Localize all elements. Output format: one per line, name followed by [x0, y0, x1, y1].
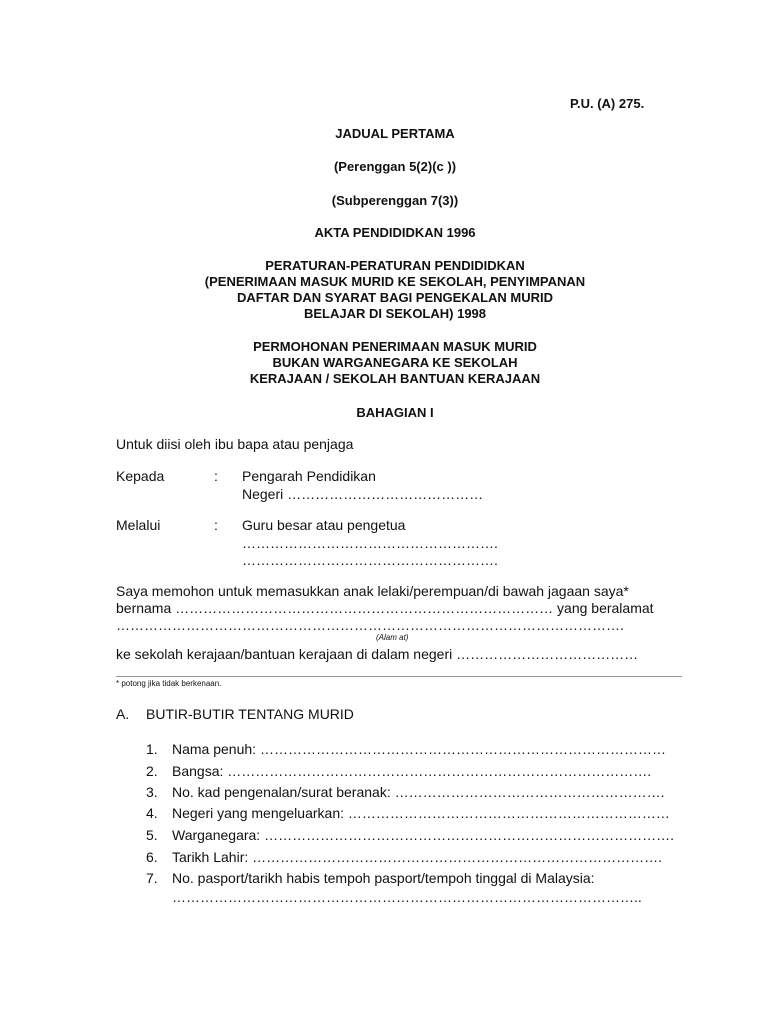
item-tarikh-lahir: Tarikh Lahir: ……………………………………………………………………………. [172, 849, 663, 865]
instruction-text: Untuk diisi oleh ibu bapa atau penjaga [116, 436, 354, 452]
section-a-title: BUTIR-BUTIR TENTANG MURID [146, 706, 354, 722]
item-pasport: No. pasport/tarikh habis tempoh pasport/tempoh tinggal di Malaysia: [172, 870, 595, 886]
part-title: BAHAGIAN I [356, 405, 434, 420]
footnote: * potong jika tidak berkenaan. [116, 679, 222, 688]
item-nama-penuh: Nama penuh: …………………………………………………………………………… [172, 741, 666, 757]
schedule-title: JADUAL PERTAMA [335, 126, 455, 141]
melalui-line-2: ………………………………………………. [242, 535, 498, 551]
footnote-separator [116, 676, 682, 677]
item-number: 1. [146, 741, 158, 757]
regulations-title-line-4: BELAJAR DI SEKOLAH) 1998 [303, 306, 487, 321]
declaration-line-4: ke sekolah kerajaan/bantuan kerajaan di dalam negeri ………………………………… [116, 646, 639, 662]
application-title-line-3: KERAJAAN / SEKOLAH BANTUAN KERAJAAN [249, 371, 541, 386]
kepada-line-2: Negeri …………………………………… [242, 486, 484, 502]
declaration-line-2: bernama ……………………………………………………………………… yang beralamat [116, 600, 654, 616]
kepada-line-1: Pengarah Pendidikan [242, 468, 376, 484]
melalui-colon: : [214, 517, 218, 533]
subparagraph-reference: (Subperenggan 7(3)) [331, 193, 459, 208]
item-number: 3. [146, 784, 158, 800]
item-bangsa: Bangsa: ………………………………………………………………………………. [172, 763, 652, 779]
paragraph-reference: (Perenggan 5(2)(c )) [333, 159, 457, 174]
melalui-label: Melalui [116, 517, 161, 533]
application-title-line-1: PERMOHONAN PENERIMAAN MASUK MURID [253, 339, 537, 354]
item-number: 5. [146, 827, 158, 843]
item-number: 7. [146, 870, 158, 886]
item-warganegara: Warganegara: ……………………………………………………………………………. [172, 827, 674, 843]
item-number: 2. [146, 763, 158, 779]
item-negeri-mengeluarkan: Negeri yang mengeluarkan: …………………………………………………………… [172, 805, 670, 821]
kepada-colon: : [214, 468, 218, 484]
section-a-letter: A. [116, 706, 130, 722]
address-caption: (Alam at) [376, 633, 409, 642]
regulations-title-line-3: DAFTAR DAN SYARAT BAGI PENGEKALAN MURID [236, 290, 554, 305]
application-title-line-2: BUKAN WARGANEGARA KE SEKOLAH [272, 355, 518, 370]
declaration-line-3: ………………………………………………………………………………………………. [116, 617, 624, 633]
kepada-label: Kepada [116, 468, 165, 484]
item-number: 4. [146, 805, 158, 821]
act-title: AKTA PENDIDIDKAN 1996 [314, 225, 476, 240]
declaration-line-1: Saya memohon untuk memasukkan anak lelaki/perempuan/di bawah jagaan saya* [116, 583, 629, 599]
melalui-line-3: ………………………………………………. [242, 552, 498, 568]
item-pasport-continuation: ……………………………………………………………………………………….. [172, 889, 642, 905]
regulations-title-line-2: (PENERIMAAN MASUK MURID KE SEKOLAH, PENYIMPANAN [204, 274, 586, 289]
pu-reference: P.U. (A) 275. [570, 96, 645, 111]
item-number: 6. [146, 849, 158, 865]
regulations-title-line-1: PERATURAN-PERATURAN PENDIDIDKAN [265, 258, 525, 273]
item-kad-pengenalan: No. kad pengenalan/surat beranak: …………………………………………………. [172, 784, 665, 800]
melalui-line-1: Guru besar atau pengetua [242, 517, 406, 533]
